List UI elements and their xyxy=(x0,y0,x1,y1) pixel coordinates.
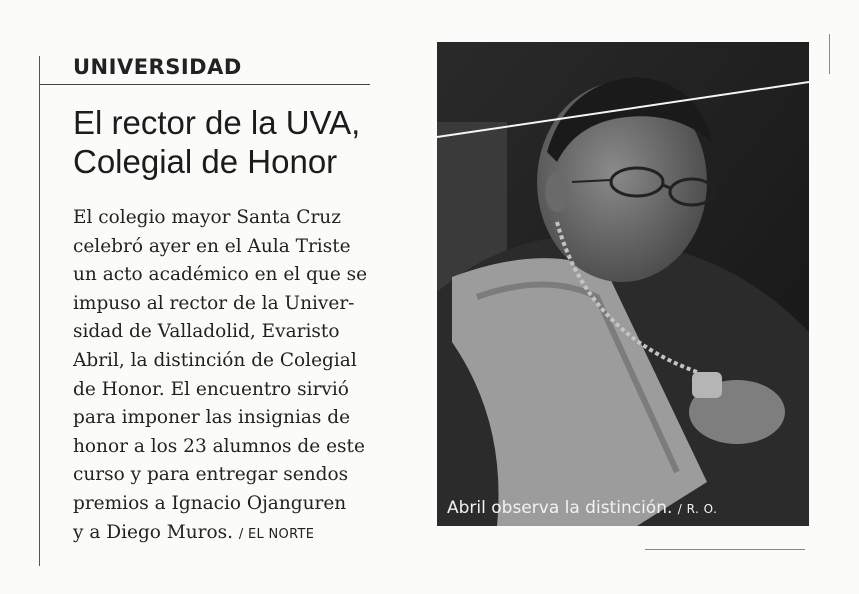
column-rule-left xyxy=(39,56,40,566)
body-line: curso y para entregar sendos xyxy=(73,464,349,486)
headline xyxy=(73,103,403,181)
page-edge-rule xyxy=(829,34,830,74)
headline-line-1: El rector de la UVA, xyxy=(73,104,361,141)
news-photo xyxy=(437,42,809,526)
body-last-text: y a Diego Muros. xyxy=(73,521,234,543)
caption-text: Abril observa la distinción. xyxy=(447,498,673,518)
body-last-line xyxy=(73,519,423,550)
article-body xyxy=(73,204,423,549)
photo-caption xyxy=(447,498,717,518)
photo-credit: / R. O. xyxy=(677,502,718,516)
body-line: de Honor. El encuentro sirvió xyxy=(73,378,349,400)
body-line: un acto académico en el que se xyxy=(73,264,368,286)
body-line: honor a los 23 alumnos de este xyxy=(73,435,365,457)
bottom-rule xyxy=(645,549,805,550)
section-label: UNIVERSIDAD xyxy=(73,55,242,79)
photo-illustration xyxy=(437,42,809,526)
headline-line-2: Colegial de Honor xyxy=(73,143,338,180)
body-line: El colegio mayor Santa Cruz xyxy=(73,207,341,228)
body-line: celebró ayer en el Aula Triste xyxy=(73,235,351,257)
body-line: Abril, la distinción de Colegial xyxy=(73,349,357,371)
body-line: para imponer las insignias de xyxy=(73,407,351,429)
body-line: sidad de Valladolid, Evaristo xyxy=(73,321,340,343)
body-line: premios a Ignacio Ojanguren xyxy=(73,492,347,514)
body-line: impuso al rector de la Univer- xyxy=(73,292,355,314)
body-credit: / EL NORTE xyxy=(238,526,315,542)
section-rule xyxy=(40,84,370,85)
